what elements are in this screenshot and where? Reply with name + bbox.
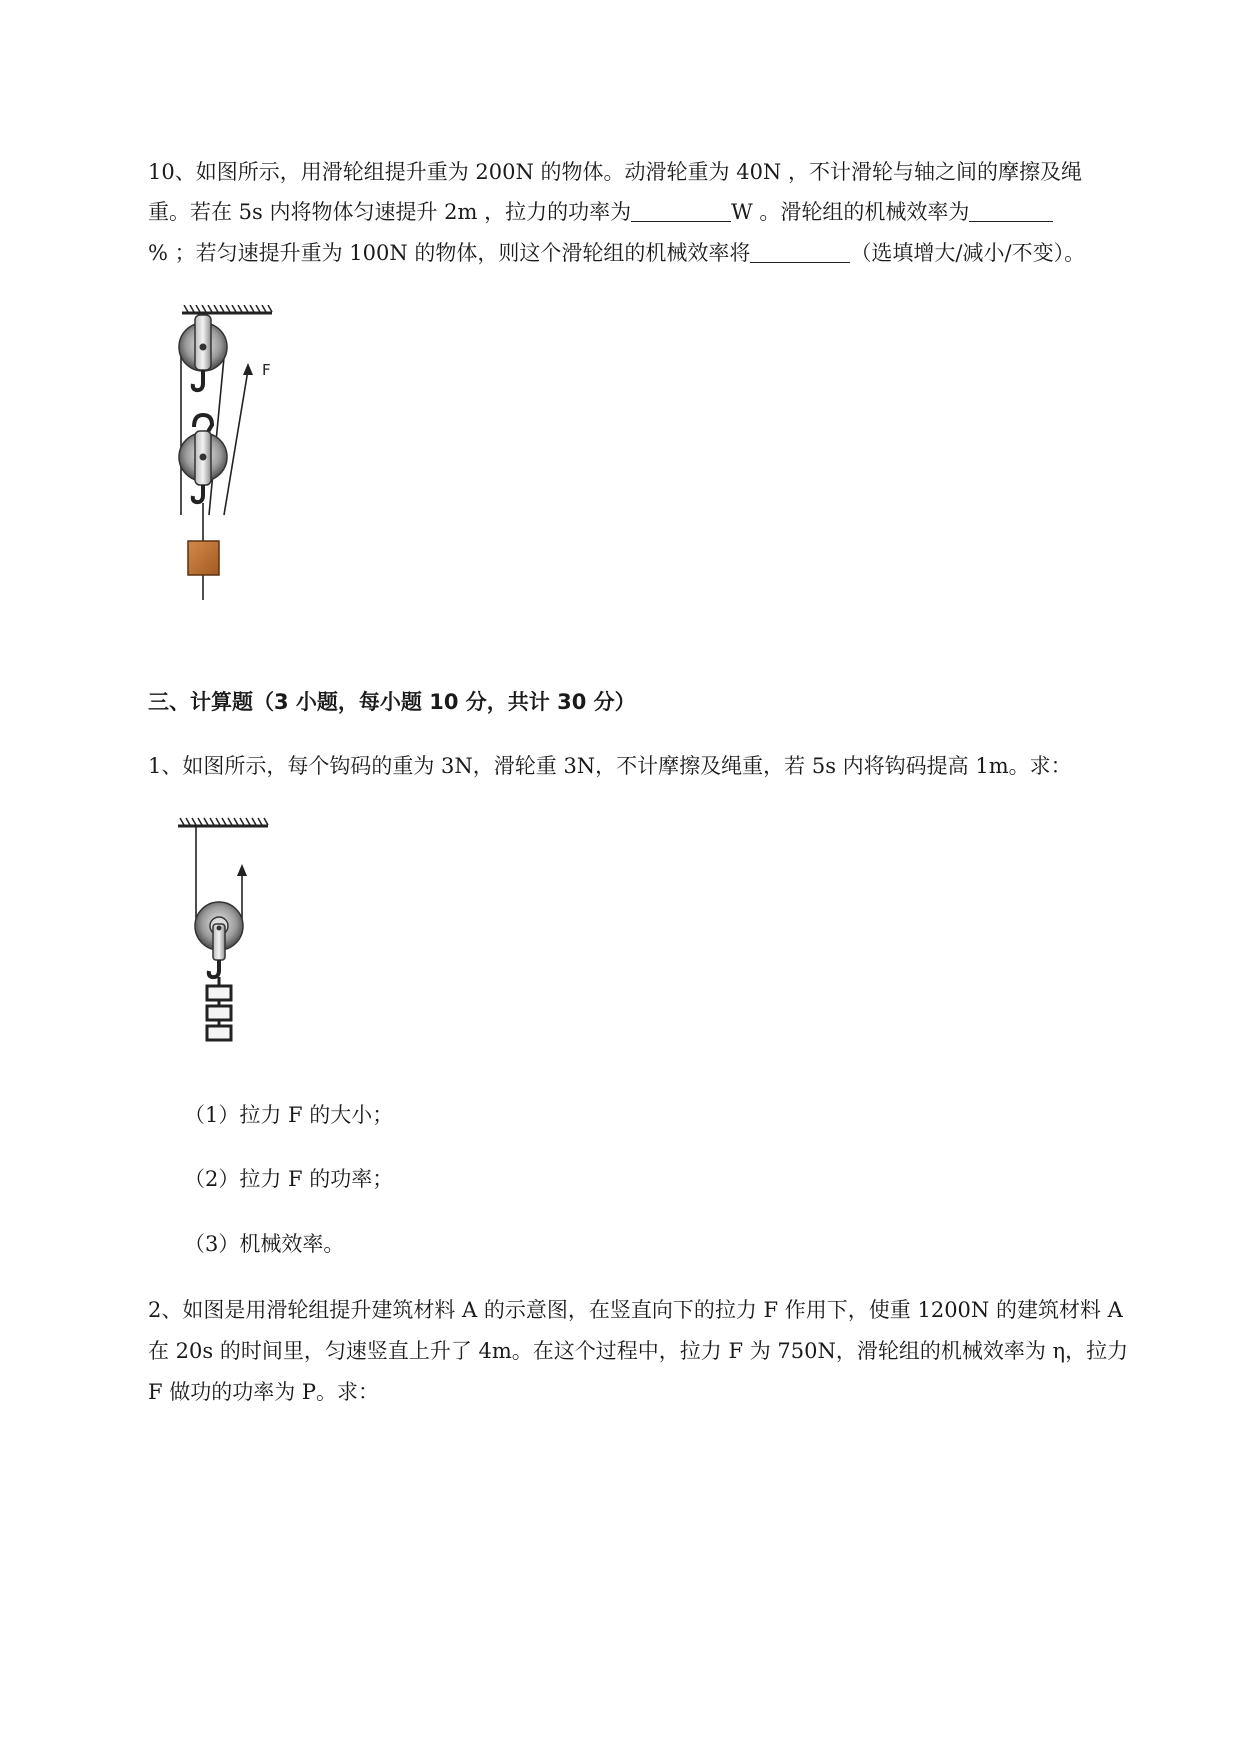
q10-line-3-text-b: （选填增大/减小/不变）。 bbox=[850, 241, 1086, 265]
efficiency-answer-blank bbox=[969, 199, 1053, 222]
calc1-stem: 1、如图所示，每个钩码的重为 3N，滑轮重 3N，不计摩擦及绳重，若 5s 内将钩码提高 1m。求： bbox=[148, 754, 1072, 778]
q10-line-1: 10、如图所示，用滑轮组提升重为 200N 的物体。动滑轮重为 40N ，不计滑轮与轴之间的摩擦及绳 bbox=[148, 160, 1082, 184]
trend-answer-blank bbox=[750, 240, 850, 263]
q10-line-3 bbox=[148, 237, 1085, 267]
calc1-sub-1: （1）拉力 F 的大小； bbox=[184, 1103, 394, 1127]
q10-line-2-text-a: 重。若在 5s 内将物体匀速提升 2m ，拉力的功率为 bbox=[148, 200, 632, 224]
power-answer-blank bbox=[631, 199, 731, 222]
movable-pulley-figure bbox=[172, 816, 282, 1051]
calc2-line-2: 在 20s 的时间里，匀速竖直上升了 4m。在这个过程中，拉力 F 为 750N，滑轮组的机械效率为 η，拉力 bbox=[148, 1339, 1129, 1363]
pulley-system-figure bbox=[170, 305, 290, 645]
section-heading: 三、计算题（3 小题，每小题 10 分，共计 30 分） bbox=[148, 690, 636, 714]
calc2-line-3: F 做功的功率为 P。求： bbox=[148, 1380, 380, 1404]
calc1-sub-3: （3）机械效率。 bbox=[184, 1232, 345, 1256]
calc2-line-1: 2、如图是用滑轮组提升建筑材料 A 的示意图，在竖直向下的拉力 F 作用下，使重 1200N 的建筑材料 A bbox=[148, 1298, 1123, 1322]
q10-line-3-text-a: % ；若匀速提升重为 100N 的物体，则这个滑轮组的机械效率将 bbox=[148, 241, 751, 265]
calc1-sub-2: （2）拉力 F 的功率； bbox=[184, 1167, 394, 1191]
q10-line-2 bbox=[148, 196, 1053, 226]
force-label: F bbox=[262, 361, 271, 379]
q10-line-2-text-b: W 。滑轮组的机械效率为 bbox=[731, 200, 970, 224]
